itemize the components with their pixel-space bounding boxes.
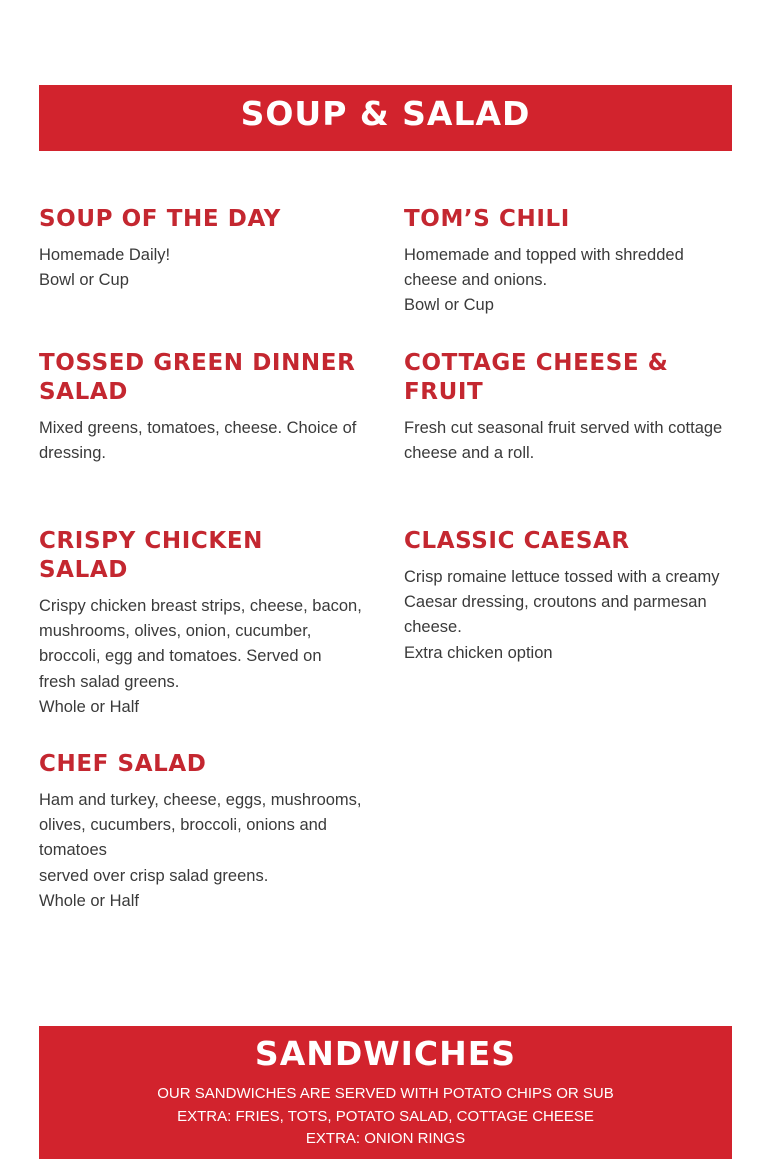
item-name: SOUP OF THE DAY — [39, 206, 281, 232]
item-name-line: FRUIT — [404, 379, 484, 405]
description-line: broccoli, egg and tomatoes. Served on — [39, 647, 322, 666]
menu-item-soup-of-the-day — [39, 205, 369, 293]
item-name: TOM’S CHILI — [404, 206, 570, 232]
item-name-line: CRISPY CHICKEN — [39, 528, 263, 554]
description-line: Crisp romaine lettuce tossed with a creamy — [404, 568, 720, 586]
sandwiches-title: SANDWICHES — [254, 1034, 517, 1073]
item-description — [404, 565, 734, 666]
sandwiches-banner — [39, 1026, 732, 1159]
item-description — [404, 416, 734, 466]
description-line: tomatoes — [39, 841, 107, 860]
menu-item-tossed-green-dinner-salad — [39, 349, 369, 466]
description-line: Crispy chicken breast strips, cheese, bacon, — [39, 597, 362, 615]
menu-item-classic-caesar — [404, 527, 734, 666]
sandwiches-notes — [39, 1083, 732, 1151]
item-description — [39, 243, 369, 293]
sandwiches-note: EXTRA: FRIES, TOTS, POTATO SALAD, COTTAGE CHEESE — [177, 1107, 594, 1125]
description-line: fresh salad greens. — [39, 672, 180, 691]
menu-item-chef-salad — [39, 750, 369, 914]
description-line: Whole or Half — [39, 891, 139, 910]
soup-salad-banner — [39, 85, 732, 151]
description-line: Extra chicken option — [404, 643, 553, 662]
item-description — [404, 243, 734, 319]
item-name — [404, 349, 734, 407]
description-line: Mixed greens, tomatoes, cheese. Choice of — [39, 419, 357, 437]
item-name-line: TOSSED GREEN DINNER — [39, 350, 356, 376]
description-line: Ham and turkey, cheese, eggs, mushrooms, — [39, 791, 362, 809]
item-name-line: COTTAGE CHEESE & — [404, 350, 669, 376]
description-line: mushrooms, olives, onion, cucumber, — [39, 622, 312, 641]
item-description — [39, 416, 369, 466]
soup-salad-title: SOUP & SALAD — [240, 94, 531, 133]
menu-item-crispy-chicken-salad — [39, 527, 369, 720]
item-name-line: SALAD — [39, 379, 128, 405]
description-line: cheese. — [404, 618, 462, 637]
description-line: Whole or Half — [39, 697, 139, 716]
description-line: Bowl or Cup — [39, 271, 129, 290]
item-name — [39, 349, 369, 407]
description-line: cheese and onions. — [404, 271, 548, 290]
item-description — [39, 788, 369, 914]
item-name-line: SALAD — [39, 557, 128, 583]
description-line: olives, cucumbers, broccoli, onions and — [39, 816, 327, 835]
sandwiches-note: OUR SANDWICHES ARE SERVED WITH POTATO CHIPS OR SUB — [157, 1085, 614, 1102]
description-line: Fresh cut seasonal fruit served with cottage — [404, 419, 723, 437]
description-line: served over crisp salad greens. — [39, 866, 269, 885]
description-line: Homemade and topped with shredded — [404, 246, 684, 264]
sandwiches-note: EXTRA: ONION RINGS — [305, 1130, 466, 1147]
item-description — [39, 594, 369, 720]
item-name: CLASSIC CAESAR — [404, 528, 630, 554]
item-name: CHEF SALAD — [39, 751, 207, 777]
description-line: dressing. — [39, 444, 106, 463]
description-line: Caesar dressing, croutons and parmesan — [404, 593, 707, 612]
description-line: cheese and a roll. — [404, 444, 535, 463]
menu-item-toms-chili — [404, 205, 734, 319]
description-line: Homemade Daily! — [39, 246, 171, 264]
description-line: Bowl or Cup — [404, 296, 494, 315]
menu-item-cottage-cheese-fruit — [404, 349, 734, 466]
item-name — [39, 527, 369, 585]
